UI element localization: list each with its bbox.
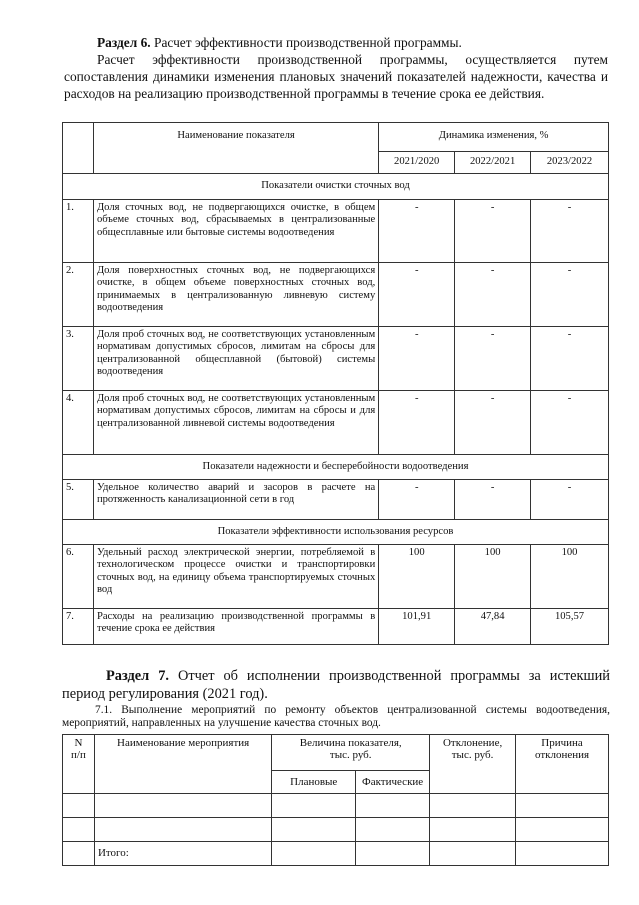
report-table (62, 734, 609, 866)
col-name: Наименование мероприятия (94, 735, 271, 794)
header-year-2: 2022/2021 (455, 152, 531, 174)
row-name: Доля поверхностных сточных вод, не подвергающихся очистке, в общем объеме поверхностных сточных вод, принимаемых в централизованную ливневую систему водоотведения (93, 263, 378, 327)
section7-title: Отчет об исполнении производственной программы за истекший период регулирования (2021 год). (62, 668, 610, 702)
row-value: 105,57 (531, 609, 609, 645)
col-num: N п/п (63, 735, 95, 794)
group-title-treatment: Показатели очистки сточных вод (63, 174, 609, 200)
section6-paragraph (64, 51, 608, 102)
row-num: 3. (63, 327, 94, 391)
row-value: 100 (379, 545, 455, 609)
section7-subtitle-text: 7.1. Выполнение мероприятий по ремонту объектов централизованной системы водоотведения, мероприятий, направленных на улучшение качества сточных вод. (62, 704, 610, 729)
col-actual: Фактические (356, 771, 430, 794)
header-year-3: 2023/2022 (531, 152, 609, 174)
row-num: 7. (63, 609, 94, 645)
row-num: 2. (63, 263, 94, 327)
row-value: - (531, 263, 609, 327)
row-value: - (379, 263, 455, 327)
group-title-reliability: Показатели надежности и бесперебойности водоотведения (63, 455, 609, 480)
section6-title: Расчет эффективности производственной программы. (154, 35, 462, 50)
col-deviation: Отклонение, тыс. руб. (430, 735, 516, 794)
row-value: - (379, 480, 455, 520)
row-value: 100 (531, 545, 609, 609)
row-value: - (455, 200, 531, 263)
section6-heading-line (97, 34, 597, 51)
row-value: 101,91 (379, 609, 455, 645)
row-name: Удельный расход электрической энергии, потребляемой в технологическом процессе очистки и транспортировки сточных вод, на единицу объема транспортируемых сточных вод (93, 545, 378, 609)
row-value: 100 (455, 545, 531, 609)
table-row-total (63, 842, 609, 866)
table-row (63, 327, 609, 391)
row-name: Расходы на реализацию производственной программы в течение срока ее действия (93, 609, 378, 645)
section6-heading: Раздел 6. (97, 35, 151, 50)
table-row (63, 200, 609, 263)
row-name: Удельное количество аварий и засоров в расчете на протяженность канализационной сети в год (93, 480, 378, 520)
row-num: 4. (63, 391, 94, 455)
table-row (63, 263, 609, 327)
row-num: 1. (63, 200, 94, 263)
table-row (63, 818, 609, 842)
row-value: - (379, 200, 455, 263)
row-num: 5. (63, 480, 94, 520)
table-row (63, 609, 609, 645)
row-value: - (455, 480, 531, 520)
efficiency-table (62, 122, 609, 645)
row-value: - (379, 391, 455, 455)
row-name: Доля сточных вод, не подвергающихся очистке, в общем объеме сточных вод, сбрасываемых в централизованные общесплавные или бытовые системы водоотведения (93, 200, 378, 263)
col-value: Величина показателя, тыс. руб. (272, 735, 430, 771)
section7-subtitle (62, 704, 610, 730)
section6-paragraph-text: Расчет эффективности производственной программы, осуществляется путем сопоставления динамики изменения плановых значений показателей надежности, качества и расходов на реализацию производственной программы в течение срока ее действия. (64, 52, 608, 101)
section7-heading: Раздел 7. (106, 668, 169, 684)
section7-heading-line (62, 667, 610, 703)
row-value: - (531, 391, 609, 455)
header-name: Наименование показателя (93, 123, 378, 174)
table-row (63, 391, 609, 455)
col-reason: Причина отклонения (516, 735, 609, 794)
row-value: - (455, 327, 531, 391)
row-value: - (455, 263, 531, 327)
header-year-1: 2021/2020 (379, 152, 455, 174)
row-name: Доля проб сточных вод, не соответствующих установленным нормативам допустимых сбросов, лимитам на сбросы и для централизованной ливневой системы водоотведения (93, 391, 378, 455)
row-value: - (531, 327, 609, 391)
total-label: Итого: (94, 842, 271, 866)
col-planned: Плановые (272, 771, 356, 794)
table-row (63, 545, 609, 609)
table-row (63, 794, 609, 818)
row-value: 47,84 (455, 609, 531, 645)
table-row (63, 480, 609, 520)
row-value: - (531, 200, 609, 263)
row-value: - (379, 327, 455, 391)
row-value: - (455, 391, 531, 455)
header-dynamics: Динамика изменения, % (379, 123, 609, 152)
row-num: 6. (63, 545, 94, 609)
row-name: Доля проб сточных вод, не соответствующих установленным нормативам допустимых сбросов, лимитам на сбросы для централизованной общесплавной (бытовой) системы водоотведения (93, 327, 378, 391)
header-empty (63, 123, 94, 174)
group-title-resources: Показатели эффективности использования ресурсов (63, 520, 609, 545)
row-value: - (531, 480, 609, 520)
